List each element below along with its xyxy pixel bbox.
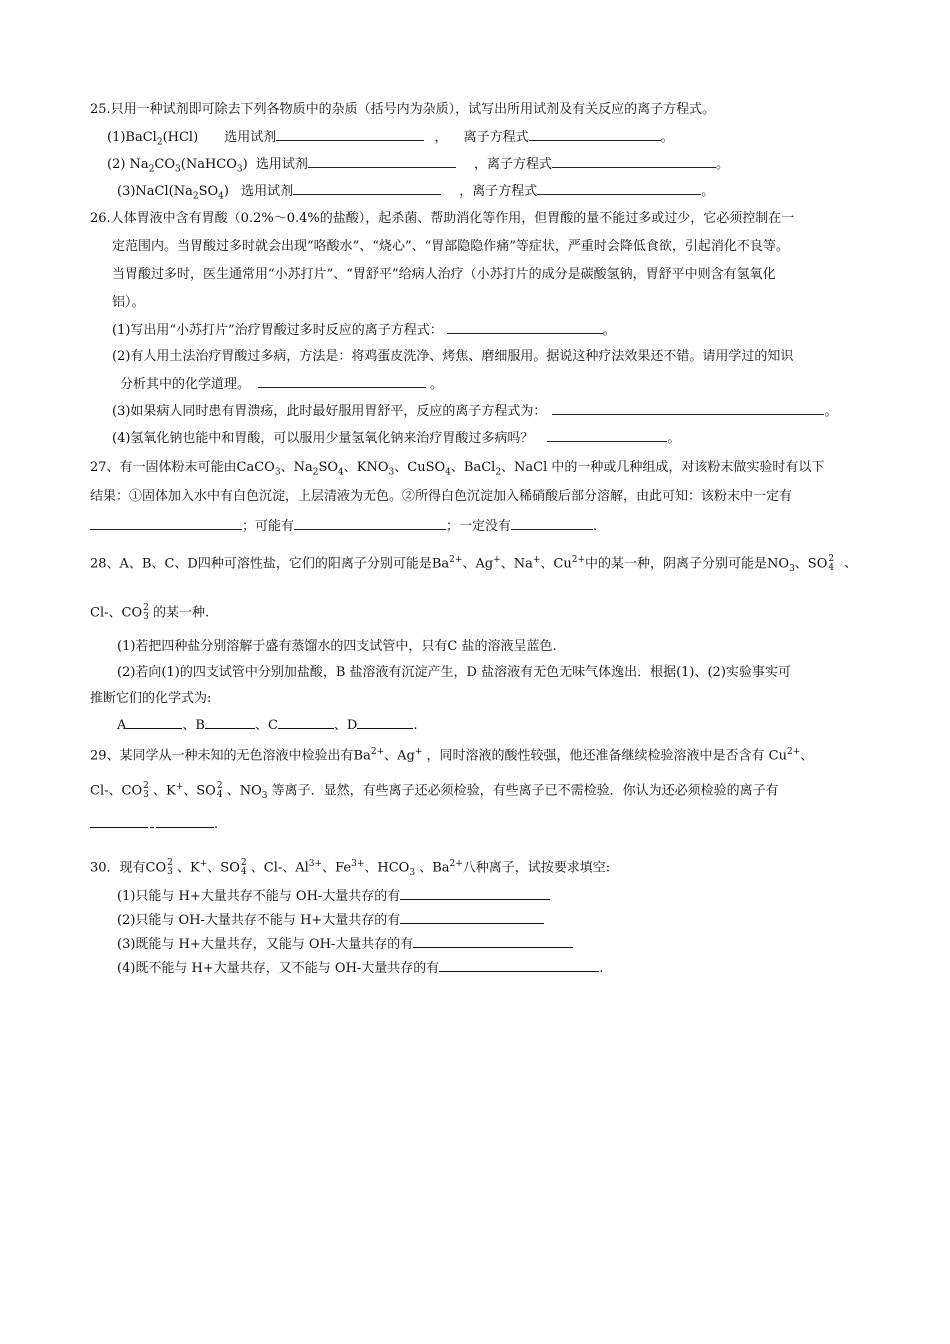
q28-c-blank[interactable] [278, 716, 334, 729]
q25-item-2: (2) $Na_2CO_3(NaHCO_3)$ 选用试剂 ，离子方程式 。 [107, 157, 730, 175]
q26-1-blank[interactable] [447, 321, 603, 334]
q30-sub-3: (3)既能与 H+大量共存，又能与 OH-大量共存的有 [117, 935, 573, 954]
q25-1-equation-blank[interactable] [529, 128, 661, 141]
q26-sub-3: (3)如果病人同时患有胃溃疡，此时最好服用胃舒平，反应的离子方程式为： 。 [112, 404, 838, 419]
q28-d-blank[interactable] [357, 716, 413, 729]
q26-4-blank[interactable] [547, 429, 667, 442]
q27-may-blank[interactable] [294, 517, 446, 530]
q26-line-3: 当胃酸过多时，医生通常用“小苏打片”、“胃舒平”给病人治疗（小苏打片的成分是碳酸氢钠，胃舒平中则含有氢氧化 [112, 267, 776, 282]
q25-2-reagent-blank[interactable] [308, 155, 456, 168]
q27-line-2: 结果：①固体加入水中有白色沉淀，上层清液为无色。②所得白色沉淀加入稀硝酸后部分溶解，由此可知：该粉末中一定有 [90, 489, 793, 504]
q26-line-2: 定范围内。当胃酸过多时就会出现“咯酸水”、“烧心”、“胃部隐隐作痛”等症状，严重时会降低食欲，引起消化不良等。 [112, 239, 789, 254]
q26-sub-2b: 分析其中的化学道理。 。 [120, 377, 444, 392]
q30-4-blank[interactable] [439, 959, 599, 972]
q29-line-1: 29、某同学从一种未知的无色溶液中检验出有$Ba^{2+}$、Ag+ ，同时溶液的酸性较强，他还准备继续检验溶液中是否含有 $Cu^{2+}$、 [90, 747, 814, 764]
q30-line-1: 30．现有CO2 3 、K+、SO2 4 、Cl-、$Al^{3+}$、$Fe^{3+}$、$HCO_3$ 、$Ba^{2+}$八种离子，试按要求填空: [90, 857, 611, 878]
q25-2-equation-blank[interactable] [552, 155, 716, 168]
q27-line-1: 27、有一固体粉末可能由CaCO$_3$、$Na_2SO_4$、$KNO_3$、CuSO$_4$、BaCl$_2$、NaCl 中的一种或几种组成，对该粉末做实验时有以下 [90, 460, 825, 478]
q25-item-1: (1)BaCl$_2$(HCl) 选用试剂 ， 离子方程式 。 [107, 130, 674, 148]
q25-3-reagent-blank[interactable] [293, 182, 441, 195]
q30-2-blank[interactable] [400, 911, 544, 924]
q29-line-2: Cl-、CO2 3 、K+、SO2 4 、$NO_3$ 等离子．显然，有些离子还必须检验，有些离子已不需检验．你认为还必须检验的离子有 [90, 780, 779, 801]
q25-item-3: $(3)NaCl(Na_2SO_4)$ 选用试剂 ，离子方程式 。 [117, 184, 715, 202]
q28-line-2: Cl-、CO2 3 的某一种. [90, 603, 210, 622]
q25-stem: 25.只用一种试剂即可除去下列各物质中的杂质（括号内为杂质），试写出所用试剂及有关反应的离子方程式。 [90, 102, 716, 117]
q29-line-3: . [90, 815, 218, 834]
q29-blank-1[interactable] [90, 815, 148, 828]
q26-2-blank[interactable] [258, 375, 426, 388]
q28-sub-2b: 推断它们的化学式为: [90, 691, 212, 706]
q30-sub-1: (1)只能与 H+大量共存不能与 OH-大量共存的有 [117, 887, 550, 906]
q26-sub-2a: (2)有人用土法治疗胃酸过多病，方法是：将鸡蛋皮洗净、烤焦、磨细服用。据说这种疗法效果还不错。请用学过的知识 [112, 349, 794, 364]
q27-must-blank[interactable] [90, 517, 242, 530]
q29-blank-2[interactable] [156, 815, 214, 828]
q28-line-1: 28、A、B、C、D四种可溶性盐，它们的阳离子分别可能是$Ba^{2+}$、Ag+、Na+、$Cu^{2+}$中的某一种，阴离子分别可能是$NO_3$、SO2 4 、 [90, 553, 858, 574]
q27-none-blank[interactable] [511, 517, 593, 530]
q28-sub-1: (1)若把四种盐分别溶解于盛有蒸馏水的四支试管中，只有C 盐的溶液呈蓝色. [117, 639, 557, 654]
q28-sub-2a: (2)若向(1)的四支试管中分别加盐酸，B 盐溶液有沉淀产生，D 盐溶液有无色无味气体逸出．根据(1)、(2)实验事实可 [117, 665, 791, 680]
q26-3-blank[interactable] [552, 402, 824, 415]
q28-answers: A 、B 、C 、D . [117, 718, 418, 733]
q25-3-equation-blank[interactable] [537, 182, 701, 195]
q30-sub-2: (2)只能与 OH-大量共存不能与 H+大量共存的有 [117, 911, 544, 930]
q30-sub-4: (4)既不能与 H+大量共存，又不能与 OH-大量共存的有 . [117, 961, 604, 976]
q28-b-blank[interactable] [205, 716, 255, 729]
q30-3-blank[interactable] [413, 935, 573, 948]
q27-line-3: ；可能有 ；一定没有 . [90, 517, 597, 536]
q28-a-blank[interactable] [126, 716, 182, 729]
q26-sub-1: (1)写出用“小苏打片”治疗胃酸过多时反应的离子方程式： 。 [112, 323, 616, 338]
q26-line-4: 铝）。 [112, 295, 145, 310]
q26-line-1: 26.人体胃液中含有胃酸（0.2%～0.4%的盐酸），起杀菌、帮助消化等作用，但胃酸的量不能过多或过少，它必须控制在一 [90, 211, 795, 226]
q25-1-reagent-blank[interactable] [276, 128, 424, 141]
q26-sub-4: (4)氢氧化钠也能中和胃酸，可以服用少量氢氧化钠来治疗胃酸过多病吗？ 。 [112, 431, 681, 446]
q30-1-blank[interactable] [400, 887, 550, 900]
